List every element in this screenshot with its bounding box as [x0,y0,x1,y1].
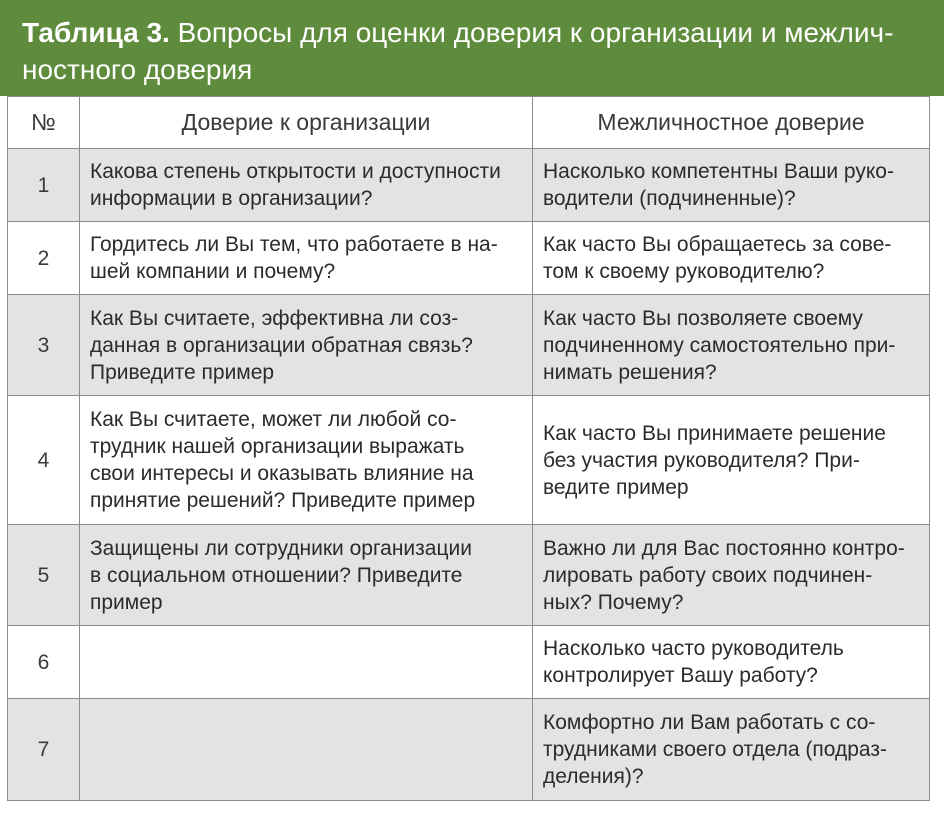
row-number: 6 [8,626,80,699]
table-row [8,626,930,699]
cell-line: Гордитесь ли Вы тем, что работаете в на- [90,233,498,256]
cell-line: пример [90,590,163,614]
cell-line: информации в организации? [90,187,373,210]
interpersonal-trust-cell [533,295,930,396]
cell-line: Как Вы считаете, может ли любой со- [90,408,457,431]
table-row [8,699,930,801]
cell-line: Насколько компетентны Ваши руко- [543,160,894,183]
cell-line: трудник нашей организации выражать [90,435,465,458]
interpersonal-trust-cell [533,149,930,222]
cell-line: Приведите пример [90,360,275,384]
cell-line: трудниками своего отдела (подраз- [543,738,887,761]
table-row [8,525,930,626]
cell-line: Как часто Вы принимаете решение [543,421,886,445]
org-trust-cell [80,525,533,626]
cell-line: водители (подчиненные)? [543,187,796,210]
questions-table [7,96,930,801]
cell-line: Как часто Вы позволяете своему [543,306,863,330]
cell-line: Важно ли для Вас постоянно контро- [543,536,905,560]
org-trust-cell [80,222,533,295]
title-text: Вопросы для оценки доверия к организации и межлич- [169,17,894,48]
cell-line: лировать работу своих подчинен- [543,563,873,587]
cell-line: свои интересы и оказывать влияние на [90,462,474,485]
org-trust-cell [80,149,533,222]
cell-line: контролирует Вашу работу? [543,664,818,687]
cell-line: Комфортно ли Вам работать с со- [543,711,876,734]
interpersonal-trust-cell [533,699,930,801]
cell-line: Насколько часто руководитель [543,637,844,660]
table-title [0,0,944,96]
header-num: № [8,97,80,149]
row-number: 7 [8,699,80,801]
org-trust-cell [80,699,533,801]
table-row [8,295,930,396]
cell-line: том к своему руководителю? [543,260,825,283]
cell-line: Какова степень открытости и доступности [90,160,501,183]
header-inter: Межличностное доверие [533,97,930,149]
cell-line: ведите пример [543,475,689,499]
cell-line: Как часто Вы обращаетесь за сове- [543,233,892,256]
cell-line: нимать решения? [543,360,717,384]
cell-line: шей компании и почему? [90,260,336,283]
table-row [8,222,930,295]
cell-line: Защищены ли сотрудники организации [90,536,472,560]
interpersonal-trust-cell [533,626,930,699]
org-trust-cell [80,295,533,396]
cell-line: принятие решений? Приведите пример [90,489,476,512]
cell-line: Как Вы считаете, эффективна ли соз- [90,306,459,330]
header-org: Доверие к организации [80,97,533,149]
interpersonal-trust-cell [533,525,930,626]
cell-line: деления)? [543,765,644,788]
row-number: 1 [8,149,80,222]
interpersonal-trust-cell [533,396,930,525]
org-trust-cell [80,626,533,699]
header-row [8,97,930,149]
table-row [8,396,930,525]
row-number: 3 [8,295,80,396]
cell-line: без участия руководителя? При- [543,448,860,472]
cell-line: подчиненному самостоятельно при- [543,333,896,357]
title-line-1 [22,14,924,51]
org-trust-cell [80,396,533,525]
interpersonal-trust-cell [533,222,930,295]
table-row [8,149,930,222]
cell-line: ных? Почему? [543,590,684,614]
cell-line: в социальном отношении? Приведите [90,563,463,587]
cell-line: данная в организации обратная связь? [90,333,473,357]
table-number: Таблица 3. [22,17,170,48]
row-number: 2 [8,222,80,295]
row-number: 5 [8,525,80,626]
row-number: 4 [8,396,80,525]
title-line-2: ностного доверия [22,54,253,85]
